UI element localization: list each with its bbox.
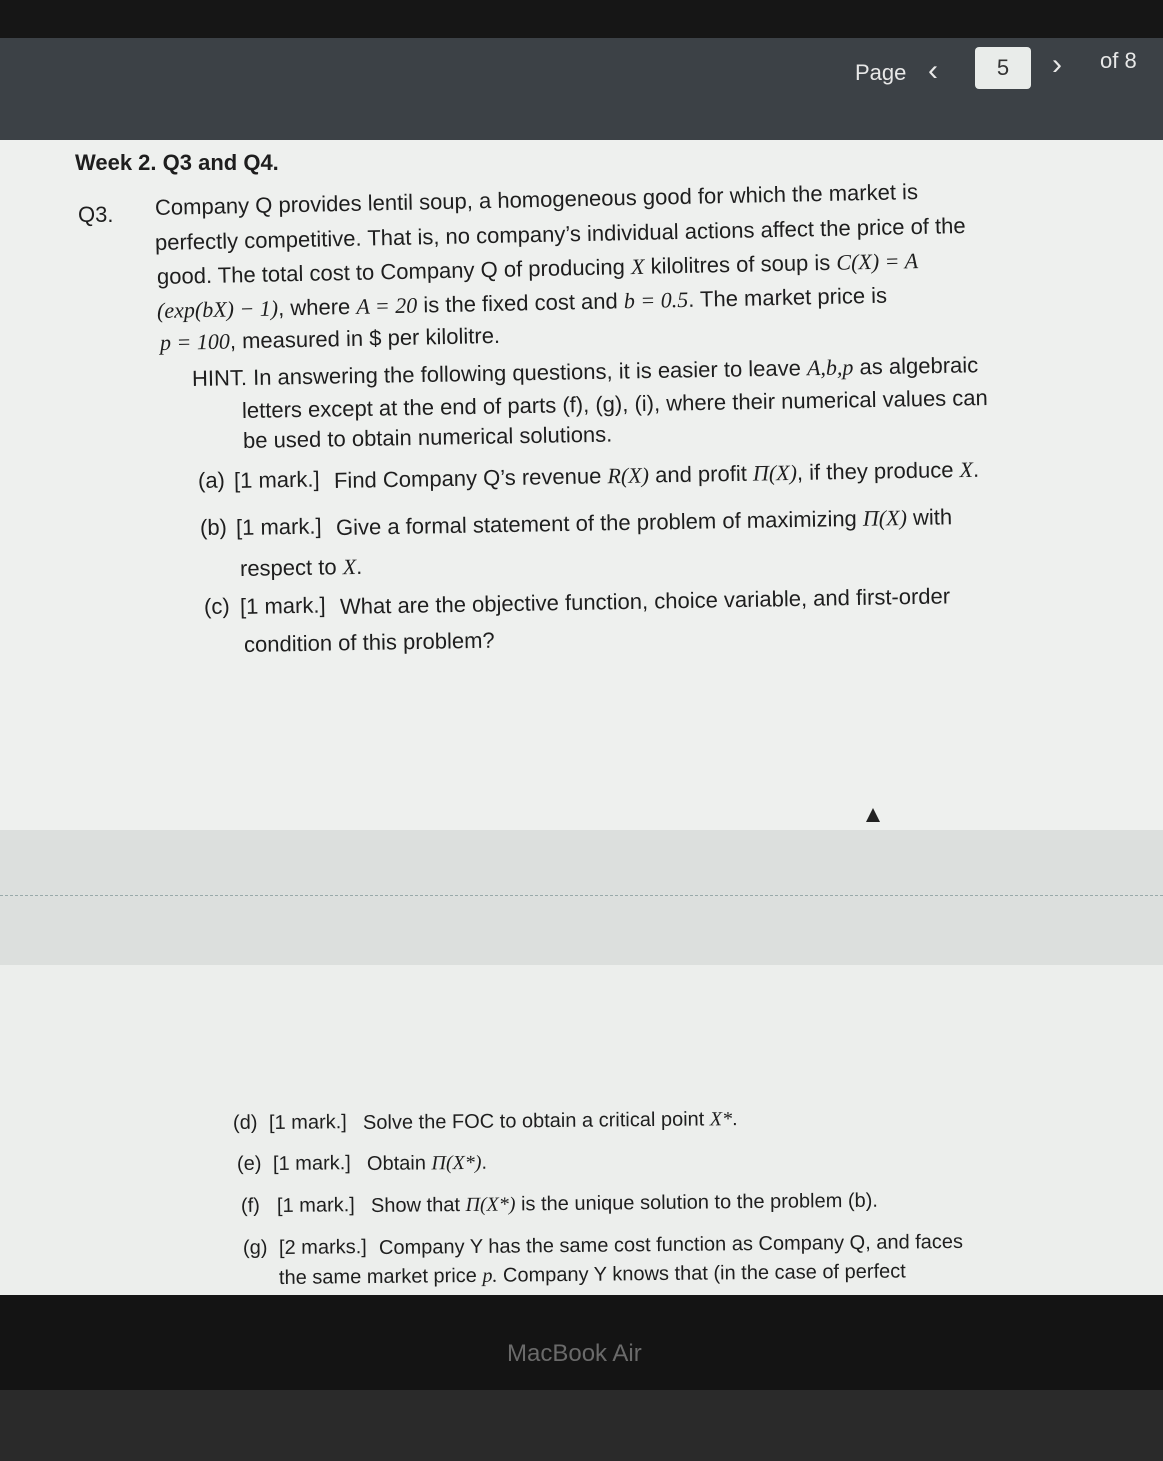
part-text-line: respect to X.: [239, 553, 363, 581]
part-marks: [1 mark.]: [233, 466, 320, 493]
part-marks: [1 mark.]: [276, 1194, 355, 1217]
part-text-line: Give a formal statement of the problem of maximizing Π(X) with: [335, 504, 953, 540]
part-label: (d): [232, 1111, 258, 1134]
part-marks: [1 mark.]: [272, 1152, 351, 1175]
part-marks: [1 mark.]: [235, 513, 322, 540]
page-number-input[interactable]: [975, 47, 1031, 89]
part-label: (e): [236, 1152, 262, 1175]
q3-line: perfectly competitive. That is, no company’s individual actions affect the price of the: [154, 213, 966, 255]
mouse-cursor-icon: [866, 808, 880, 822]
page-break-line: [0, 895, 1163, 896]
part-text-line: the same market price p. Company Y knows that (in the case of perfect: [278, 1260, 906, 1289]
part-text-line: Show that Π(X*) is the unique solution to the problem (b).: [370, 1189, 879, 1217]
q3-line: p = 100, measured in $ per kilolitre.: [159, 322, 501, 355]
q3-label: Q3.: [78, 202, 114, 227]
doc-heading: Week 2. Q3 and Q4.: [75, 150, 279, 175]
part-text-line: Find Company Q’s revenue R(X) and profit Π(X), if they produce X.: [333, 456, 980, 493]
page-label: Page: [855, 60, 907, 85]
chevron-right-icon[interactable]: ›: [1052, 48, 1062, 81]
part-text-line: Company Y has the same cost function as Company Q, and faces: [378, 1230, 964, 1259]
q3-line: good. The total cost to Company Q of producing X kilolitres of soup is C(X) = A: [156, 248, 919, 289]
q3-line: Company Q provides lentil soup, a homogeneous good for which the market is: [154, 179, 919, 220]
hint-line: letters except at the end of parts (f), (g), (i), where their numerical values can: [241, 384, 988, 423]
part-text-line: Obtain Π(X*).: [366, 1151, 488, 1175]
laptop-body: [0, 1390, 1163, 1461]
part-marks: [1 mark.]: [239, 592, 326, 619]
part-label: (a): [197, 467, 226, 493]
part-label: (g): [242, 1236, 268, 1259]
q3-line: (exp(bX) − 1), where A = 20 is the fixed cost and b = 0.5. The market price is: [156, 282, 888, 323]
device-brand: MacBook Air: [507, 1340, 642, 1367]
background-top: [0, 0, 1163, 42]
part-marks: [1 mark.]: [268, 1111, 347, 1134]
page-total: of 8: [1100, 48, 1137, 73]
part-label: (f): [240, 1194, 260, 1217]
page-gap: [0, 830, 1163, 965]
part-text-line: condition of this problem?: [243, 627, 495, 657]
hint-line: HINT. In answering the following questions, it is easier to leave A,b,p as algebraic: [191, 352, 979, 391]
part-text-line: What are the objective function, choice variable, and first-order: [339, 583, 951, 619]
hint-line: be used to obtain numerical solutions.: [242, 421, 613, 453]
chevron-left-icon[interactable]: ‹: [928, 54, 938, 87]
part-label: (c): [203, 593, 230, 619]
part-label: (b): [199, 514, 228, 540]
part-marks: [2 marks.]: [278, 1236, 367, 1259]
part-text-line: Solve the FOC to obtain a critical point X*.: [362, 1108, 738, 1134]
